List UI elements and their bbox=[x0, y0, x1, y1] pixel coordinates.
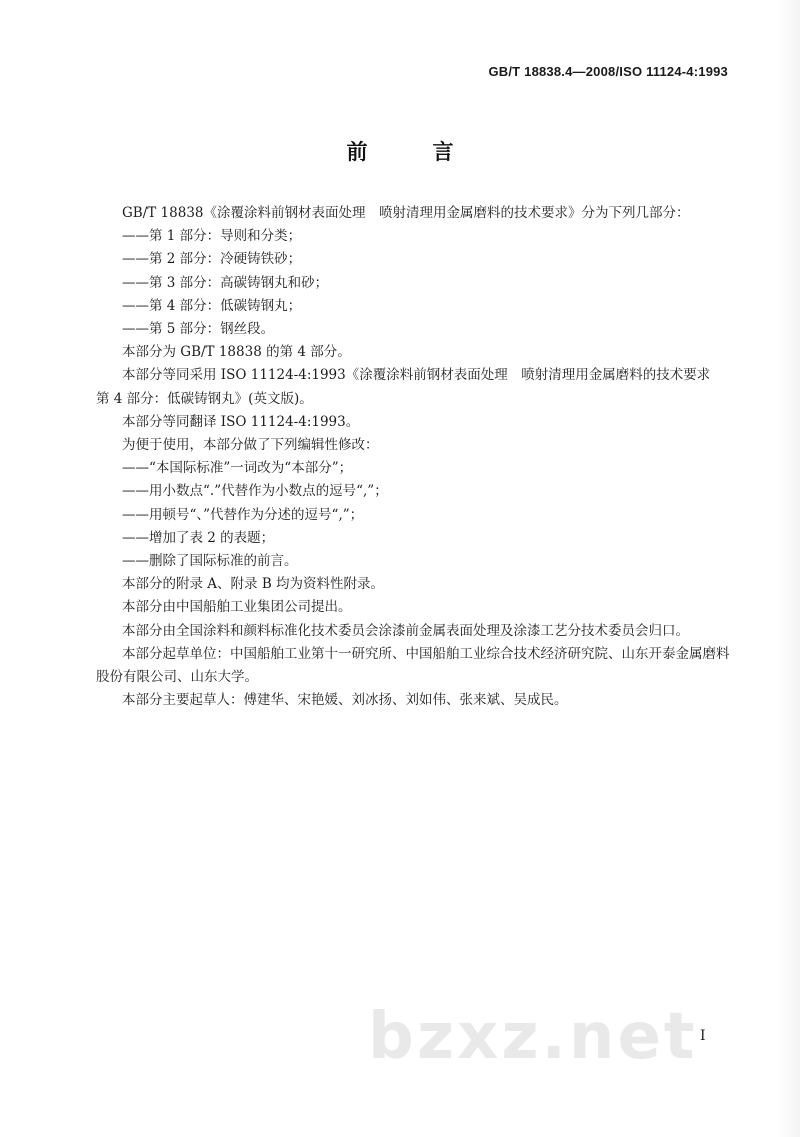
foreword-body bbox=[96, 202, 736, 712]
list-item-change-3: ——用顿号“、”代替作为分述的逗号“,”； bbox=[122, 506, 364, 523]
paragraph-translation: 本部分等同翻译 ISO 11124-4:1993。 bbox=[122, 413, 360, 430]
standard-code: GB/T 18838.4—2008/ISO 11124-4:1993 bbox=[488, 64, 728, 79]
list-item-change-2: ——用小数点“.”代替作为小数点的逗号“,”； bbox=[122, 483, 388, 500]
list-item-change-4: ——增加了表 2 的表题； bbox=[122, 529, 275, 546]
list-item-part-2: ——第 2 部分：冷硬铸铁砂； bbox=[122, 251, 302, 268]
page-number: I bbox=[700, 1028, 706, 1044]
list-item-part-3: ——第 3 部分：高碳铸钢丸和砂； bbox=[122, 274, 329, 291]
list-item-part-5: ——第 5 部分：钢丝段。 bbox=[122, 321, 275, 338]
paragraph-parts-intro: GB/T 18838《涂覆涂料前钢材表面处理 喷射清理用金属磨料的技术要求》分为下列几部分： bbox=[122, 205, 690, 221]
paragraph-proposed-by: 本部分由中国船舶工业集团公司提出。 bbox=[122, 599, 352, 616]
paragraph-annexes: 本部分的附录 A、附录 B 均为资料性附录。 bbox=[122, 576, 385, 593]
paragraph-this-part: 本部分为 GB/T 18838 的第 4 部分。 bbox=[122, 344, 351, 361]
list-item-part-4: ——第 4 部分：低碳铸钢丸； bbox=[122, 297, 302, 314]
page-title: 前 言 bbox=[346, 140, 476, 164]
paragraph-equivalent-adoption: 本部分等同采用 ISO 11124-4:1993《涂覆涂料前钢材表面处理 喷射清理用金属磨料的技术要求 第 4 部分：低碳铸钢丸》(英文版)。 bbox=[96, 367, 724, 407]
paragraph-drafting-units: 本部分起草单位：中国船舶工业第十一研究所、中国船舶工业综合技术经济研究院、山东开泰金属磨料股份有限公司、山东大学。 bbox=[96, 645, 730, 686]
watermark: bzxz.net bbox=[368, 1000, 698, 1074]
list-item-change-5: ——删除了国际标准的前言。 bbox=[122, 553, 298, 570]
list-item-part-1: ——第 1 部分：导则和分类； bbox=[122, 228, 302, 245]
page-edge-shadow bbox=[778, 0, 800, 1137]
list-item-change-1: ——“本国际标准”一词改为“本部分”； bbox=[122, 460, 353, 477]
paragraph-drafters: 本部分主要起草人：傅建华、宋艳媛、刘冰扬、刘如伟、张来斌、吴成民。 bbox=[122, 692, 568, 709]
paragraph-editorial-changes: 为便于使用，本部分做了下列编辑性修改： bbox=[122, 437, 379, 454]
paragraph-responsible-committee: 本部分由全国涂料和颜料标准化技术委员会涂漆前金属表面处理及涂漆工艺分技术委员会归口。 bbox=[122, 622, 689, 639]
